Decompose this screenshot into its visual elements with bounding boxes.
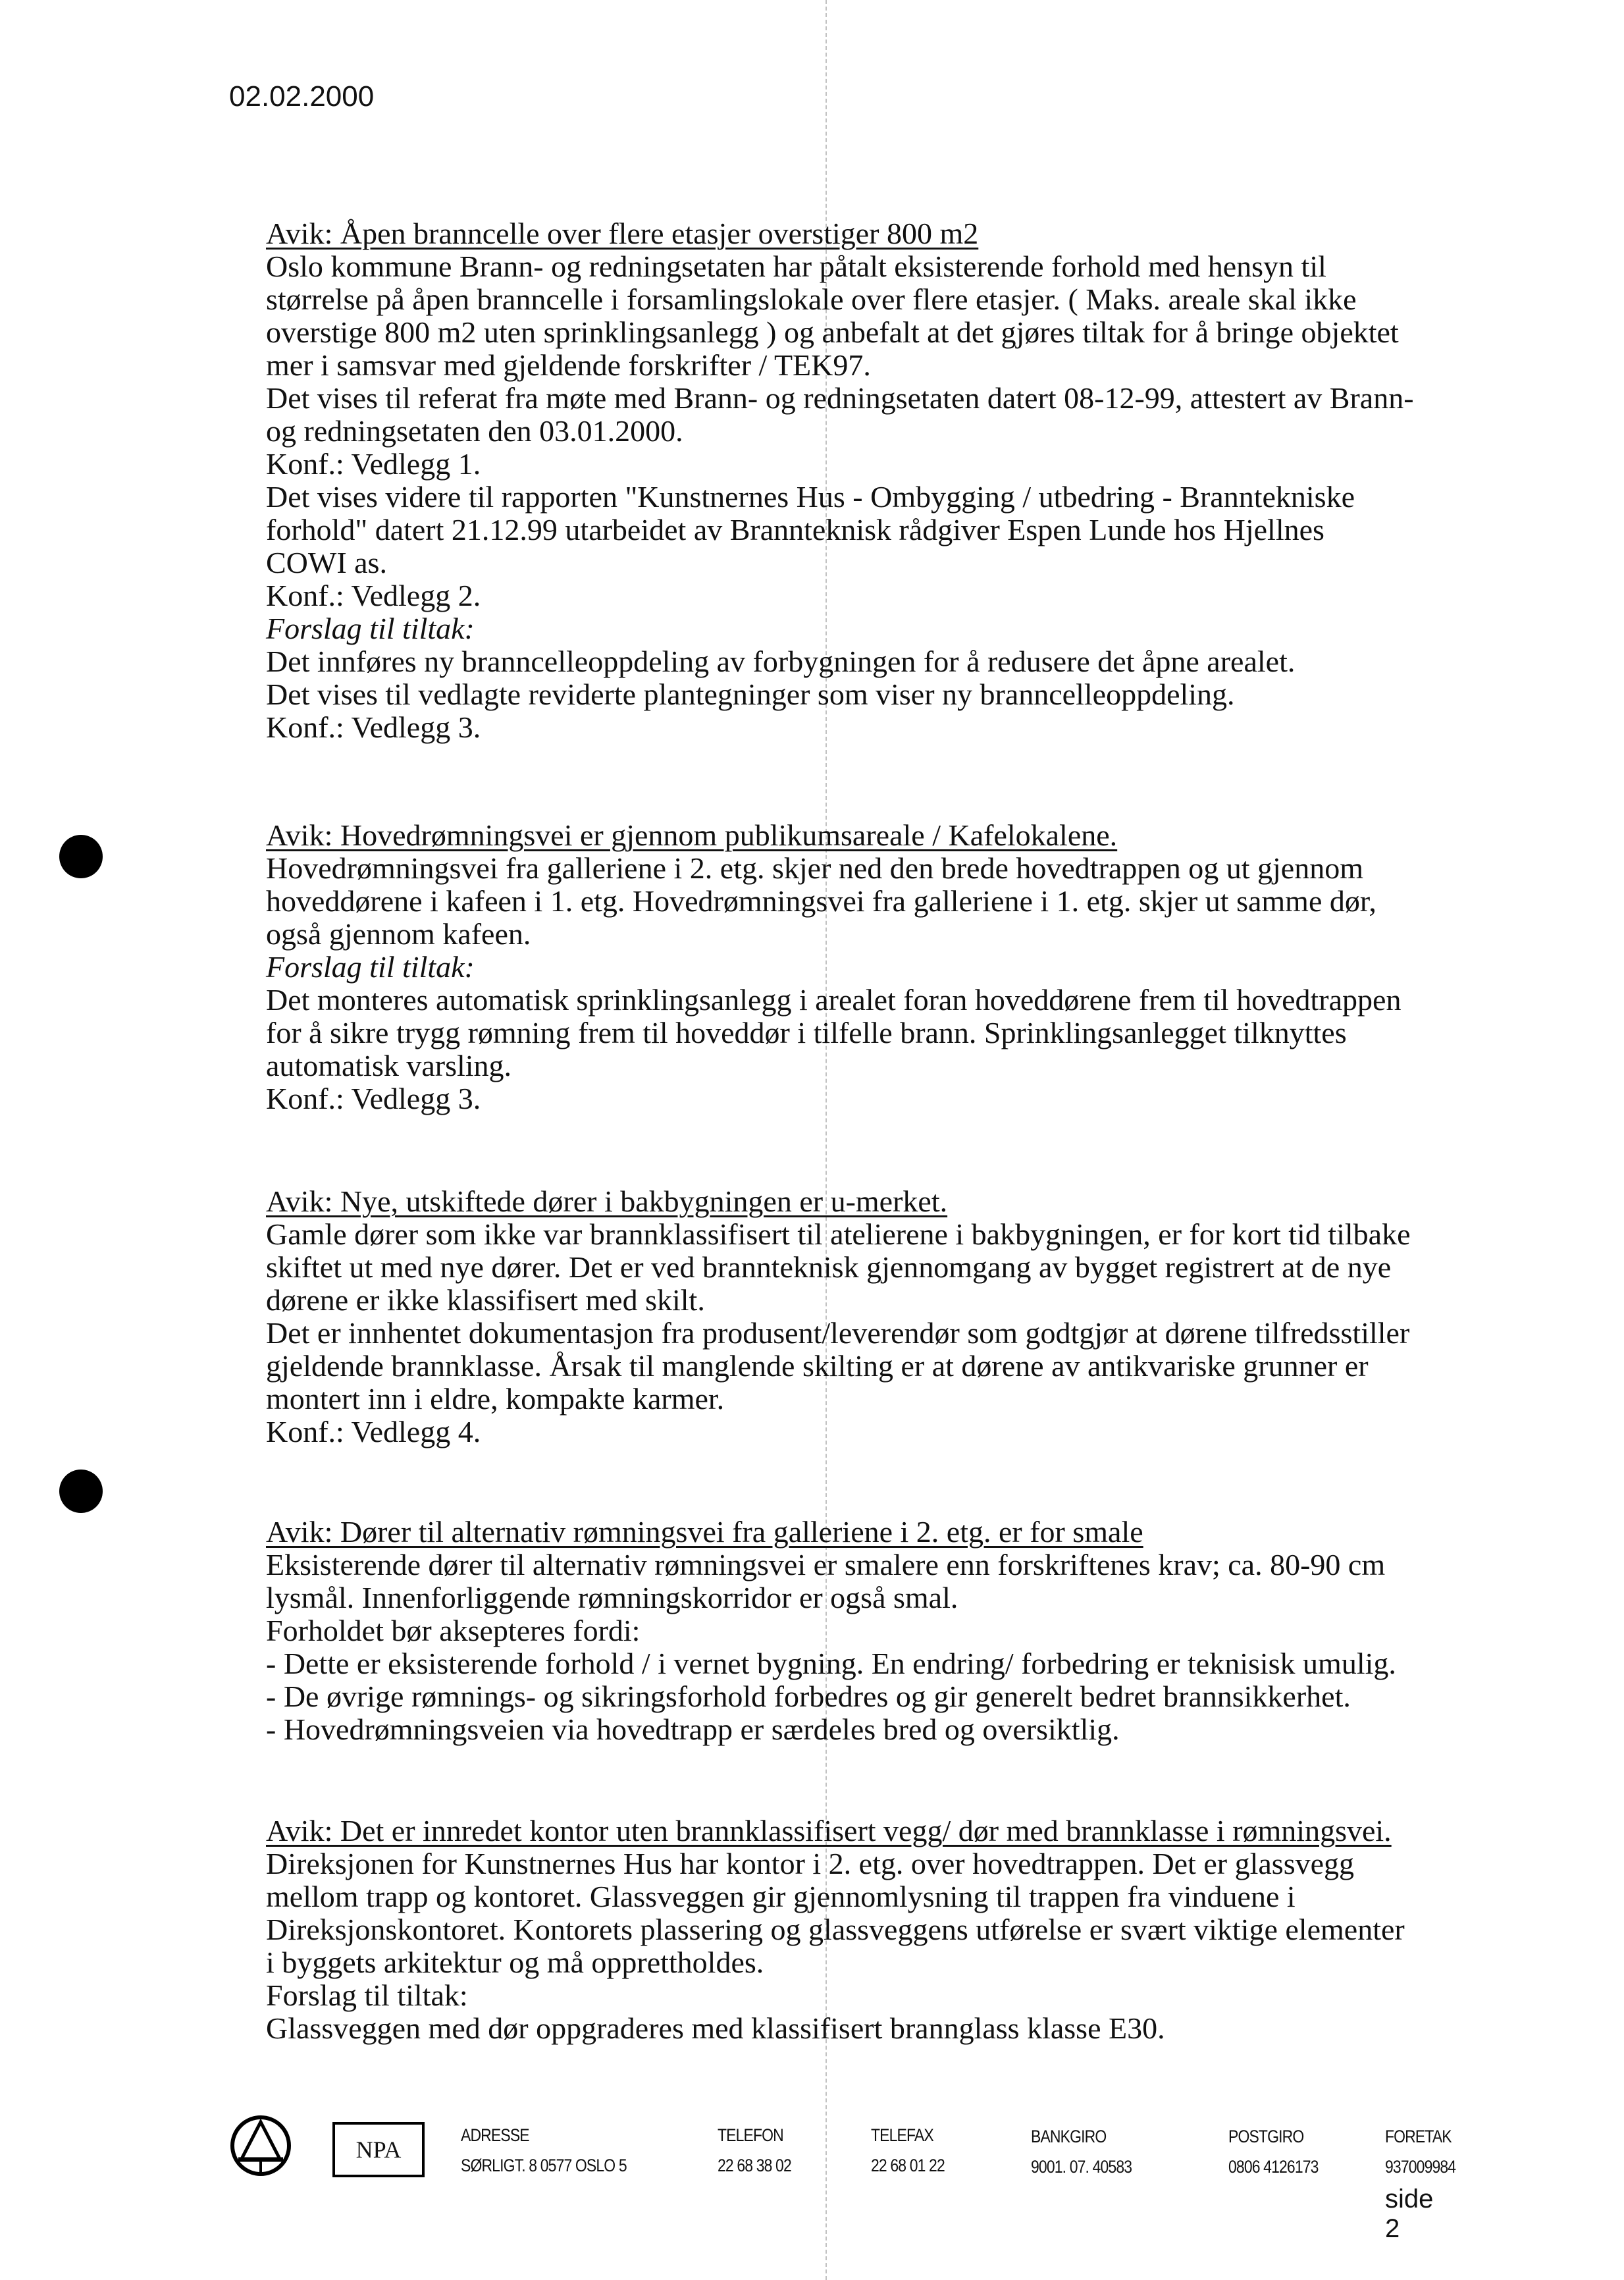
footer-label: ADRESSE — [461, 2125, 529, 2145]
text-line: Det innføres ny branncelleoppdeling av forbygningen for å redusere det åpne arealet. — [266, 645, 1296, 678]
section-heading: Avik: Dører til alternativ rømningsvei fra galleriene i 2. etg. er for smale — [266, 1515, 1143, 1549]
text-line: overstige 800 m2 uten sprinklingsanlegg ) og anbefalt at det gjøres tiltak for å bringe objektet — [266, 315, 1399, 349]
text-line: mellom trapp og kontoret. Glassveggen gir gjennomlysning til trappen fra vinduene i — [266, 1880, 1296, 1913]
text-line: Konf.: Vedlegg 4. — [266, 1415, 481, 1448]
npa-logo: NPA — [332, 2122, 425, 2177]
proposal-label: Forslag til tiltak: — [266, 612, 475, 645]
text-line: Konf.: Vedlegg 3. — [266, 1082, 481, 1115]
text-line: automatisk varsling. — [266, 1049, 512, 1082]
footer-value: 937009984 — [1385, 2157, 1456, 2177]
section-office-in-escape-route — [266, 1815, 1405, 2045]
text-line: Konf.: Vedlegg 1. — [266, 447, 481, 481]
text-line: dørene er ikke klassifisert med skilt. — [266, 1283, 705, 1317]
text-line: Gamle dører som ikke var brannklassifisert til atelierene i bakbygningen, er for kort tid tilbake — [266, 1217, 1411, 1251]
text-line: for å sikre trygg rømning frem til hoveddør i tilfelle brann. Sprinklingsanlegget tilknyttes — [266, 1016, 1347, 1049]
section-heading: Avik: Det er innredet kontor uten brannklassifisert vegg/ dør med brannklasse i rømningsvei. — [266, 1814, 1392, 1847]
text-line: montert inn i eldre, kompakte karmer. — [266, 1382, 725, 1416]
text-line: Forholdet bør aksepteres fordi: — [266, 1614, 641, 1647]
text-line: - Dette er eksisterende forhold / i vernet bygning. En endring/ forbedring er teknisisk umulig. — [266, 1647, 1396, 1680]
text-line: Det monteres automatisk sprinklingsanlegg i arealet foran hoveddørene frem til hovedtrappen — [266, 983, 1401, 1017]
nal-logo-icon — [230, 2115, 291, 2176]
text-line: lysmål. Innenforliggende rømningskorridor er også smal. — [266, 1581, 958, 1614]
section-main-escape-route — [266, 819, 1401, 1115]
text-line: Det vises til referat fra møte med Brann- og redningsetaten datert 08-12-99, attestert av Brann- — [266, 381, 1414, 415]
text-line: størrelse på åpen branncelle i forsamlingslokale over flere etasjer. ( Maks. areale skal ikke — [266, 282, 1357, 316]
footer-value: 22 68 01 22 — [871, 2156, 945, 2175]
section-narrow-doors — [266, 1516, 1396, 1746]
text-line: Konf.: Vedlegg 3. — [266, 710, 481, 744]
footer-label: POSTGIRO — [1228, 2127, 1304, 2146]
text-line: også gjennom kafeen. — [266, 917, 531, 951]
footer-value: 22 68 38 02 — [718, 2156, 791, 2175]
section-unmarked-doors — [266, 1185, 1411, 1448]
text-line: Det vises videre til rapporten "Kunstnernes Hus - Ombygging / utbedring - Branntekniske — [266, 480, 1355, 514]
text-line: Det er innhentet dokumentasjon fra produsent/leverendør som godtgjør at dørene tilfredsstiller — [266, 1316, 1410, 1350]
proposal-label: Forslag til tiltak: — [266, 950, 475, 984]
text-line: Oslo kommune Brann- og redningsetaten har påtalt eksisterende forhold med hensyn til — [266, 250, 1326, 283]
footer-value: SØRLIGT. 8 0577 OSLO 5 — [461, 2156, 627, 2175]
footer-label: TELEFON — [718, 2125, 783, 2145]
text-line: Glassveggen med dør oppgraderes med klassifisert brannglass klasse E30. — [266, 2011, 1165, 2045]
section-heading: Avik: Hovedrømningsvei er gjennom publikumsareale / Kafelokalene. — [266, 818, 1118, 852]
text-line: og redningsetaten den 03.01.2000. — [266, 414, 683, 448]
text-line: hoveddørene i kafeen i 1. etg. Hovedrømningsvei fra galleriene i 1. etg. skjer ut samme dør, — [266, 884, 1376, 918]
text-line: skiftet ut med nye dører. Det er ved brannteknisk gjennomgang av bygget registrert at de nye — [266, 1250, 1392, 1284]
page-number: side 2 — [1385, 2185, 1434, 2243]
text-line: gjeldende brannklasse. Årsak til manglende skilting er at dørene av antikvariske grunner er — [266, 1349, 1369, 1383]
text-line: Forslag til tiltak: — [266, 1978, 468, 2012]
text-line: Eksisterende dører til alternativ rømningsvei er smalere enn forskriftenes krav; ca. 80-90 cm — [266, 1548, 1386, 1581]
punch-hole-mark — [59, 835, 103, 878]
footer-value: 9001. 07. 40583 — [1031, 2157, 1132, 2177]
text-line: COWI as. — [266, 546, 387, 579]
footer-label: BANKGIRO — [1031, 2127, 1107, 2146]
text-line: - De øvrige rømnings- og sikringsforhold forbedres og gir generelt bedret brannsikkerhet. — [266, 1680, 1351, 1713]
document-date: 02.02.2000 — [229, 80, 375, 113]
text-line: - Hovedrømningsveien via hovedtrapp er særdeles bred og oversiktlig. — [266, 1712, 1120, 1746]
text-line: mer i samsvar med gjeldende forskrifter / TEK97. — [266, 348, 871, 382]
text-line: Direksjonskontoret. Kontorets plassering og glassveggens utførelse er svært viktige elementer — [266, 1913, 1405, 1946]
section-heading: Avik: Nye, utskiftede dører i bakbygningen er u-merket. — [266, 1184, 948, 1218]
punch-hole-mark — [59, 1470, 103, 1513]
section-open-fire-cell — [266, 217, 1414, 744]
text-line: Det vises til vedlagte reviderte plantegninger som viser ny branncelleoppdeling. — [266, 677, 1235, 711]
text-line: Direksjonen for Kunstnernes Hus har kontor i 2. etg. over hovedtrappen. Det er glassvegg — [266, 1847, 1355, 1880]
text-line: Konf.: Vedlegg 2. — [266, 579, 481, 612]
text-line: i byggets arkitektur og må opprettholdes. — [266, 1946, 764, 1979]
text-line: Hovedrømningsvei fra galleriene i 2. etg. skjer ned den brede hovedtrappen og ut gjennom — [266, 851, 1363, 885]
footer-label: TELEFAX — [871, 2125, 933, 2145]
footer-value: 0806 4126173 — [1228, 2157, 1319, 2177]
footer-label: FORETAK — [1385, 2127, 1452, 2146]
text-line: forhold" datert 21.12.99 utarbeidet av Brannteknisk rådgiver Espen Lunde hos Hjellnes — [266, 513, 1324, 546]
section-heading: Avik: Åpen branncelle over flere etasjer overstiger 800 m2 — [266, 217, 979, 250]
